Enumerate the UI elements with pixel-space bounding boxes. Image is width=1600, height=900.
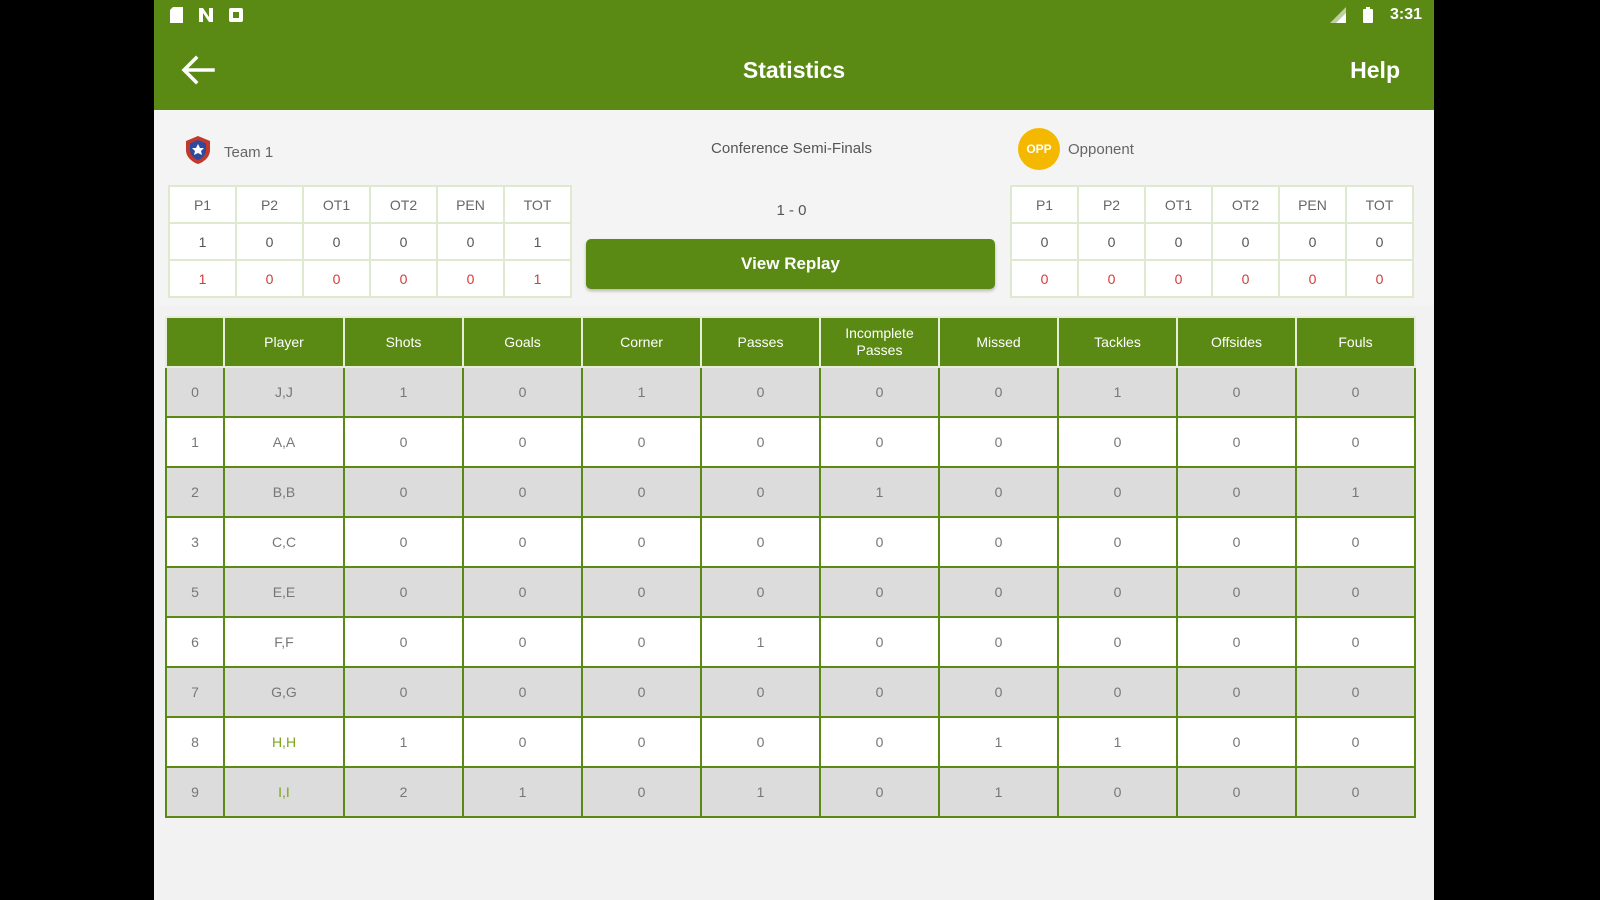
period-header: OT1	[303, 186, 370, 223]
cell-number: 7	[166, 667, 224, 717]
signal-icon	[1330, 7, 1346, 23]
cell-missed: 0	[939, 467, 1058, 517]
period-cell: 0	[437, 260, 504, 297]
player-stats-table	[165, 316, 1416, 818]
cell-fouls: 0	[1296, 417, 1415, 467]
match-info	[584, 140, 999, 157]
cell-number: 9	[166, 767, 224, 817]
cell-player: I,I	[224, 767, 344, 817]
cell-passes: 0	[701, 717, 820, 767]
period-score-row	[169, 260, 571, 297]
cell-passes: 0	[701, 417, 820, 467]
cell-goals: 0	[463, 567, 582, 617]
header-passes[interactable]: Passes	[701, 317, 820, 367]
cell-fouls: 0	[1296, 367, 1415, 417]
status-bar	[154, 0, 1434, 30]
table-row[interactable]	[166, 567, 1415, 617]
cell-fouls: 0	[1296, 767, 1415, 817]
table-row[interactable]	[166, 467, 1415, 517]
cell-tackles: 0	[1058, 417, 1177, 467]
status-time: 3:31	[1389, 6, 1422, 23]
cell-goals: 0	[463, 617, 582, 667]
cell-missed: 0	[939, 567, 1058, 617]
cell-tackles: 0	[1058, 517, 1177, 567]
cell-fouls: 0	[1296, 567, 1415, 617]
period-cell: 1	[169, 260, 236, 297]
view-replay-button[interactable]: View Replay	[586, 239, 995, 289]
period-cell: 0	[1011, 223, 1078, 260]
cell-shots: 0	[344, 567, 463, 617]
period-cell: 0	[303, 223, 370, 260]
cell-goals: 0	[463, 717, 582, 767]
period-cell: 0	[1078, 223, 1145, 260]
period-cell: 0	[236, 260, 303, 297]
cell-incomplete-passes: 0	[820, 667, 939, 717]
cell-tackles: 0	[1058, 617, 1177, 667]
header-player[interactable]: Player	[224, 317, 344, 367]
cell-offsides: 0	[1177, 717, 1296, 767]
cell-number: 6	[166, 617, 224, 667]
team-right-period-table	[1010, 185, 1414, 298]
cell-incomplete-passes: 0	[820, 367, 939, 417]
cell-player: B,B	[224, 467, 344, 517]
cell-shots: 2	[344, 767, 463, 817]
help-button[interactable]: Help	[1350, 56, 1400, 83]
header-goals[interactable]: Goals	[463, 317, 582, 367]
team-left-name: Team 1	[224, 144, 274, 161]
period-header: PEN	[437, 186, 504, 223]
cell-number: 0	[166, 367, 224, 417]
period-cell: 0	[370, 260, 437, 297]
cell-fouls: 0	[1296, 667, 1415, 717]
cell-number: 3	[166, 517, 224, 567]
header-tackles[interactable]: Tackles	[1058, 317, 1177, 367]
period-cell: 0	[1145, 260, 1212, 297]
cell-tackles: 1	[1058, 717, 1177, 767]
team-right	[1018, 128, 1134, 170]
battery-icon	[1360, 7, 1376, 23]
cell-fouls: 1	[1296, 467, 1415, 517]
cell-missed: 0	[939, 417, 1058, 467]
cell-shots: 1	[344, 367, 463, 417]
page-title: Statistics	[742, 56, 846, 83]
cell-goals: 0	[463, 667, 582, 717]
cell-goals: 0	[463, 517, 582, 567]
cell-passes: 0	[701, 367, 820, 417]
cell-player: A,A	[224, 417, 344, 467]
cell-offsides: 0	[1177, 417, 1296, 467]
table-row[interactable]	[166, 667, 1415, 717]
cell-passes: 0	[701, 567, 820, 617]
period-cell: 0	[1279, 223, 1346, 260]
period-cell: 0	[1212, 223, 1279, 260]
team-right-name: Opponent	[1068, 140, 1134, 158]
cell-incomplete-passes: 1	[820, 467, 939, 517]
cell-number: 1	[166, 417, 224, 467]
cell-missed: 0	[939, 517, 1058, 567]
cell-offsides: 0	[1177, 617, 1296, 667]
period-score-row	[1011, 260, 1413, 297]
notification-icon	[228, 7, 244, 23]
cell-goals: 1	[463, 767, 582, 817]
cell-passes: 0	[701, 667, 820, 717]
table-row[interactable]	[166, 417, 1415, 467]
cell-number: 5	[166, 567, 224, 617]
header-shots[interactable]: Shots	[344, 317, 463, 367]
cell-tackles: 1	[1058, 367, 1177, 417]
conference-title: Conference Semi-Finals	[711, 140, 872, 157]
period-score-row	[169, 223, 571, 260]
score-text: 1 - 0	[776, 202, 807, 219]
cell-shots: 0	[344, 467, 463, 517]
period-header: OT2	[1212, 186, 1279, 223]
period-header-row	[169, 186, 571, 223]
cell-corner: 0	[582, 717, 701, 767]
player-stats-section	[165, 316, 1416, 818]
cell-passes: 0	[701, 467, 820, 517]
stats-header-row	[166, 317, 1415, 367]
cell-fouls: 0	[1296, 517, 1415, 567]
team-left-period-table	[168, 185, 572, 298]
period-cell: 1	[169, 223, 236, 260]
cell-offsides: 0	[1177, 567, 1296, 617]
header-corner[interactable]: Corner	[582, 317, 701, 367]
period-header: P1	[169, 186, 236, 223]
cell-number: 2	[166, 467, 224, 517]
cell-passes: 1	[701, 617, 820, 667]
cell-incomplete-passes: 0	[820, 717, 939, 767]
period-cell: 0	[1346, 260, 1413, 297]
cell-missed: 1	[939, 717, 1058, 767]
cell-incomplete-passes: 0	[820, 517, 939, 567]
cell-passes: 0	[701, 517, 820, 567]
cell-player: C,C	[224, 517, 344, 567]
cell-goals: 0	[463, 367, 582, 417]
period-cell: 0	[236, 223, 303, 260]
cell-missed: 0	[939, 667, 1058, 717]
cell-fouls: 0	[1296, 717, 1415, 767]
header-number[interactable]	[166, 317, 224, 367]
header-offsides[interactable]: Offsides	[1177, 317, 1296, 367]
period-cell: 1	[504, 223, 571, 260]
period-cell: 0	[1078, 260, 1145, 297]
period-cell: 0	[1011, 260, 1078, 297]
status-left-icons	[168, 7, 244, 23]
period-score-row	[1011, 223, 1413, 260]
cell-corner: 0	[582, 667, 701, 717]
cell-incomplete-passes: 0	[820, 767, 939, 817]
cell-player: F,F	[224, 617, 344, 667]
period-header: TOT	[504, 186, 571, 223]
period-cell: 1	[504, 260, 571, 297]
period-header: P2	[1078, 186, 1145, 223]
cell-incomplete-passes: 0	[820, 567, 939, 617]
stats-body	[166, 367, 1415, 817]
period-cell: 0	[1145, 223, 1212, 260]
header-fouls[interactable]: Fouls	[1296, 317, 1415, 367]
period-cell: 0	[1346, 223, 1413, 260]
sd-card-icon	[168, 7, 184, 23]
cell-corner: 0	[582, 617, 701, 667]
cell-corner: 0	[582, 567, 701, 617]
table-row[interactable]	[166, 367, 1415, 417]
cell-passes: 1	[701, 767, 820, 817]
cell-shots: 0	[344, 417, 463, 467]
cell-corner: 0	[582, 417, 701, 467]
table-row[interactable]	[166, 717, 1415, 767]
cell-shots: 0	[344, 617, 463, 667]
cell-goals: 0	[463, 467, 582, 517]
nfc-icon	[198, 7, 214, 23]
header-incomplete-passes[interactable]: Incomplete Passes	[820, 317, 939, 367]
cell-shots: 0	[344, 667, 463, 717]
back-button[interactable]	[178, 50, 218, 90]
cell-goals: 0	[463, 417, 582, 467]
cell-incomplete-passes: 0	[820, 417, 939, 467]
cell-offsides: 0	[1177, 667, 1296, 717]
cell-shots: 0	[344, 517, 463, 567]
cell-tackles: 0	[1058, 667, 1177, 717]
table-row[interactable]	[166, 617, 1415, 667]
cell-missed: 0	[939, 617, 1058, 667]
period-header-row	[1011, 186, 1413, 223]
cell-offsides: 0	[1177, 467, 1296, 517]
cell-corner: 0	[582, 517, 701, 567]
cell-number: 8	[166, 717, 224, 767]
cell-tackles: 0	[1058, 567, 1177, 617]
cell-offsides: 0	[1177, 767, 1296, 817]
cell-fouls: 0	[1296, 617, 1415, 667]
cell-incomplete-passes: 0	[820, 617, 939, 667]
cell-shots: 1	[344, 717, 463, 767]
period-cell: 0	[370, 223, 437, 260]
cell-missed: 0	[939, 367, 1058, 417]
cell-offsides: 0	[1177, 517, 1296, 567]
period-header: P1	[1011, 186, 1078, 223]
period-header: TOT	[1346, 186, 1413, 223]
period-header: OT1	[1145, 186, 1212, 223]
cell-tackles: 0	[1058, 467, 1177, 517]
cell-offsides: 0	[1177, 367, 1296, 417]
team-crest-icon	[186, 136, 210, 169]
period-cell: 0	[1279, 260, 1346, 297]
app-screen	[154, 0, 1434, 900]
match-header	[154, 110, 1434, 305]
cell-corner: 0	[582, 467, 701, 517]
status-right	[1330, 6, 1422, 24]
table-row[interactable]	[166, 517, 1415, 567]
cell-corner: 0	[582, 767, 701, 817]
cell-tackles: 0	[1058, 767, 1177, 817]
period-header: OT2	[370, 186, 437, 223]
cell-player: G,G	[224, 667, 344, 717]
cell-missed: 1	[939, 767, 1058, 817]
cell-player: J,J	[224, 367, 344, 417]
team-left	[186, 136, 273, 169]
cell-player: E,E	[224, 567, 344, 617]
period-cell: 0	[437, 223, 504, 260]
arrow-left-icon	[181, 55, 215, 85]
app-bar	[154, 30, 1434, 110]
table-row[interactable]	[166, 767, 1415, 817]
header-missed[interactable]: Missed	[939, 317, 1058, 367]
period-header: P2	[236, 186, 303, 223]
opponent-badge: OPP	[1018, 128, 1060, 170]
period-header: PEN	[1279, 186, 1346, 223]
period-cell: 0	[303, 260, 370, 297]
period-cell: 0	[1212, 260, 1279, 297]
cell-player: H,H	[224, 717, 344, 767]
cell-corner: 1	[582, 367, 701, 417]
